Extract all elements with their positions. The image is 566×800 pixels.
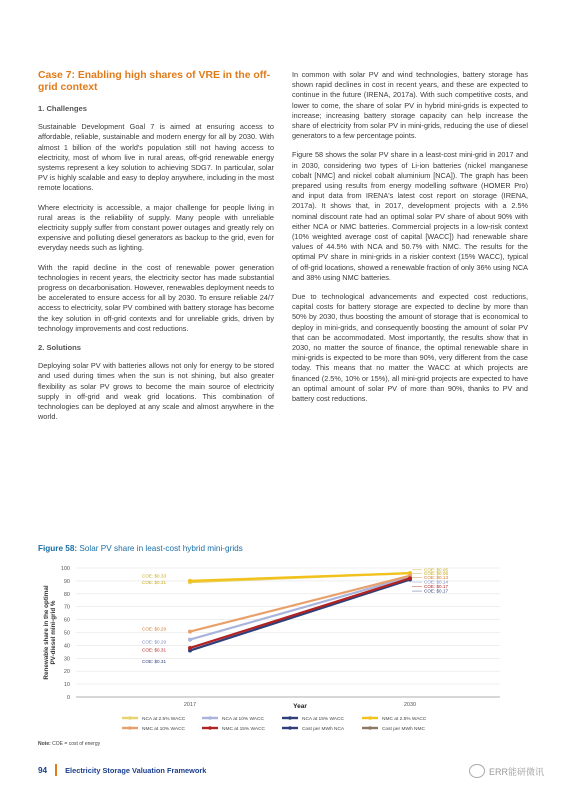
series-line (190, 578, 410, 648)
footer-divider (55, 764, 57, 776)
paragraph: Sustainable Development Goal 7 is aimed at ensuring access to affordable, reliable, sustainable and modern energy for all by 2030. With almost 1 billion of the world's population still not having access to electricity, most of whom live in rural areas, off-grid renewable energy systems represent a key solution to achieving SDG7. In particular, solar PV is highly scalable and easy to deploy anywhere, including in the most remote locations. (38, 122, 274, 193)
y-axis-label: Renewable share in the optimalPV-diesel mini-grid % (43, 585, 57, 680)
coe-label: COE: $0.17 (424, 588, 449, 594)
left-column (38, 70, 274, 431)
right-column (292, 70, 528, 413)
y-tick-label: 70 (63, 604, 70, 611)
page-number: 94 (38, 765, 48, 775)
data-point (188, 638, 192, 642)
coe-label: COE: $0.31 (142, 580, 167, 586)
legend-marker (368, 716, 372, 720)
footer-title: Electricity Storage Valuation Framework (65, 765, 207, 775)
y-tick-label: 30 (63, 656, 70, 663)
y-tick-label: 60 (63, 617, 70, 624)
legend-label: NCA at 10% WACC (222, 717, 264, 722)
paragraph: With the rapid decline in the cost of renewable power generation technologies in recent years, the electricity sector has made substantial progress on decarbonisation. However, renewables deployment needs to be accelerated to ensure access for all by 2030. To ensure reliable 24/7 access to electricity, solar PV combined with battery storage has become the key solution in off-grid contexts and for unreliable grids, driven by technology improvements and cost reductions. (38, 262, 274, 333)
legend-label: NCA at 15% WACC (302, 717, 344, 722)
legend-marker (128, 726, 132, 730)
y-tick-label: 20 (63, 669, 70, 676)
x-axis-label: Year (293, 703, 307, 710)
note-text: COE = cost of energy (52, 741, 101, 747)
series-line (190, 580, 410, 651)
coe-label: COE: $0.06 (424, 571, 449, 577)
wechat-logo-icon (469, 764, 485, 778)
coe-label: COE: $0.14 (424, 579, 449, 585)
section-heading-solutions: 2. Solutions (38, 343, 82, 353)
legend-label: Cost per MWh NCA (302, 727, 345, 732)
data-point (188, 579, 192, 583)
y-tick-label: 90 (63, 578, 70, 585)
x-tick-label: 2017 (183, 702, 197, 708)
section-heading-challenges: 1. Challenges (38, 104, 87, 113)
paragraph: Deploying solar PV with batteries allows not only for energy to be stored and used during times when the sun is not shining, but also greater flexibility as solar PV grows to become the main source of electricity supply in off-grid and weak grid locations. This combination of technologies can be deployed at any scale and almost anywhere in the world. (38, 361, 274, 422)
figure-title (38, 544, 243, 553)
coe-label: COE: $0.29 (142, 626, 167, 632)
page-footer (38, 764, 206, 776)
coe-label: COE: $0.33 (142, 573, 167, 579)
coe-label: COE: $0.29 (142, 639, 167, 645)
y-tick-label: 80 (63, 591, 70, 598)
case-title: Case 7: Enabling high shares of VRE in the off-grid context (38, 70, 271, 93)
y-tick-label: 100 (60, 566, 70, 572)
data-point (408, 576, 412, 580)
data-point (188, 646, 192, 650)
watermark-text: ERR能研微讯 (488, 766, 544, 777)
legend-marker (128, 716, 132, 720)
coe-label: COE: $0.05 (424, 567, 449, 573)
paragraph: Due to technological advancements and expected cost reductions, capital costs for battery storage are expected to decline by more than 50% by 2030, thus boosting the amount of storage that is economical to deploy in mini-grids, and consequently boosting the amount of solar PV that can be accommodated. Most importantly, the results show that in 2030, no matter the source of finance, the optimal renewable share in mini-grids is expected to be more than 90%, very different from the case today. This means that no matter the WACC at which projects are financed (2.5%, 10% or 15%), all mini-grid projects are expected to have an optimal amount of solar PV of more than 90%, thanks to PV and battery cost reductions. (292, 292, 528, 404)
legend-label: NMC at 2.5% WACC (382, 717, 427, 722)
legend-label: Cost per MWh NMC (382, 727, 425, 732)
coe-label: COE: $0.31 (142, 647, 167, 653)
series-line (190, 577, 410, 640)
coe-label: COE: $0.17 (424, 584, 449, 590)
figure-caption: Solar PV share in least-cost hybrid mini-grids (79, 544, 243, 553)
coe-label: COE: $0.31 (142, 658, 167, 664)
y-tick-label: 40 (63, 643, 70, 650)
note-label: Note: (38, 741, 51, 747)
legend-marker (208, 726, 212, 730)
x-tick-label: 2030 (403, 702, 417, 708)
pv-share-chart (30, 556, 540, 738)
legend-marker (208, 716, 212, 720)
legend-label: NMC at 10% WACC (142, 727, 186, 732)
figure-label: Figure 58: (38, 544, 78, 553)
coe-label: COE: $0.13 (424, 575, 449, 581)
paragraph: Where electricity is accessible, a major challenge for people living in rural areas is the reliability of supply. Many people with unreliable electricity supply suffer from constant power outages and greatly rely on expensive and polluting diesel generators as backup to the grid, even for everyday needs such as lighting. (38, 202, 274, 253)
paragraph: In common with solar PV and wind technologies, battery storage has shown rapid declines in cost in recent years, and these are expected to continue in the future (IRENA, 2017a). With such competitive costs, and lower to come, the share of solar PV in hybrid mini-grids is expected to increase; increasing battery storage capacity can help increase the share of electricity from solar PV in mini-grids, reducing the use of diesel generators to a few percentage points. (292, 70, 528, 141)
legend-label: NCA at 2.5% WACC (142, 717, 186, 722)
figure-note (38, 741, 100, 747)
y-tick-label: 50 (63, 630, 70, 637)
watermark (469, 764, 544, 778)
legend-marker (368, 726, 372, 730)
legend-marker (288, 726, 292, 730)
legend-marker (288, 716, 292, 720)
legend-label: NMC at 15% WACC (222, 727, 266, 732)
y-tick-label: 0 (66, 695, 70, 701)
data-point (188, 630, 192, 634)
series-line (190, 573, 410, 581)
paragraph: Figure 58 shows the solar PV share in a least-cost mini-grid in 2017 and in 2030, considering two types of Li-ion batteries (nickel manganese cobalt [NMC] and nickel cobalt aluminium [NCA]). The graph has been prepared using results from energy modelling software (HOMER Pro) and input data from IRENA's latest cost report on storage (IRENA, 2017a). It shows that, in 2017, development projects with a 2.5% nominal discount rate had an optimal solar PV share of about 90% with either NCA or NMC batteries. Commercial projects in a low-risk context (10% weighted average cost of capital [WACC]) had renewable share values of 44.5% with NCA and 50.7% with NMC. The results for the optimal PV share in mini-grids in a riskier context (15% WACC), typical of off-grid locations, showed a renewable fraction of only 36% using NCA and 38% using NMC batteries. (292, 150, 528, 282)
series-line (190, 576, 410, 632)
y-tick-label: 10 (63, 682, 70, 689)
